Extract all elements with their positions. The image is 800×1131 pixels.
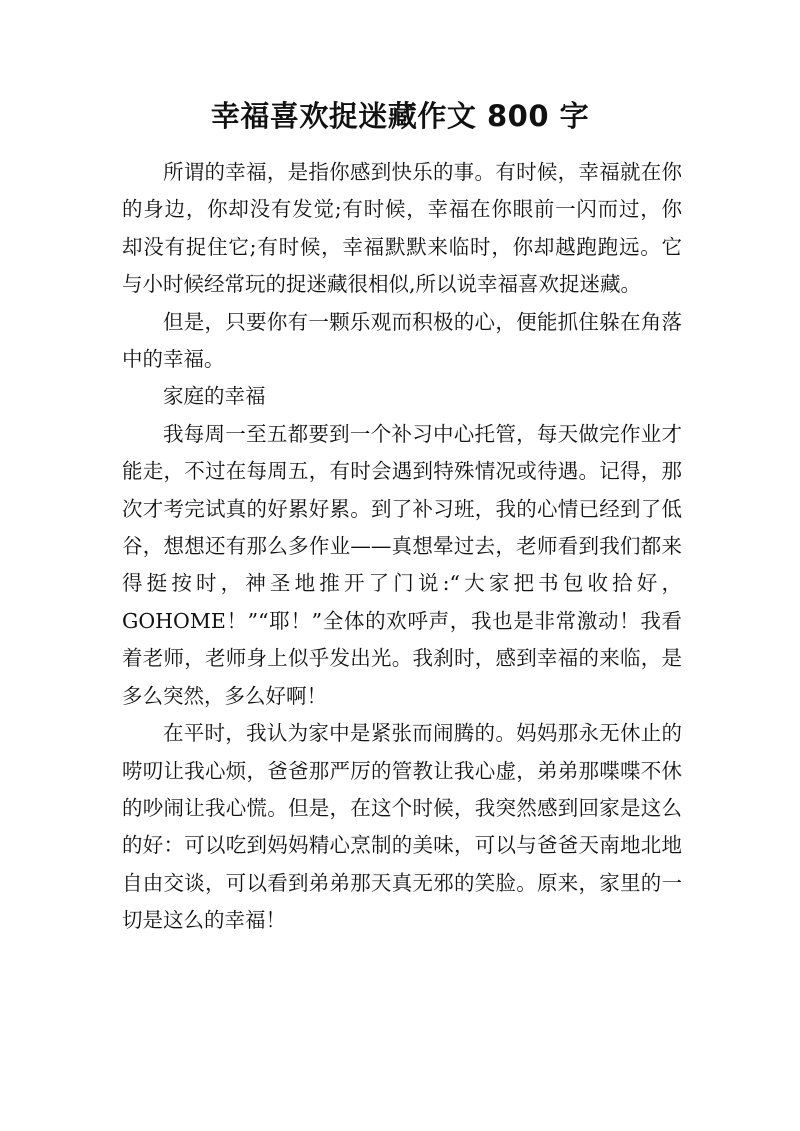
paragraph-home: 在平时，我认为家中是紧张而闹腾的。妈妈那永无休止的唠叨让我心烦，爸爸那严厉的管教让我心虚，弟弟那喋喋不休的吵闹让我心慌。但是，在这个时候，我突然感到回家是这么的好：可以吃到妈妈精心烹制的美味，可以与爸爸天南地北地自由交谈，可以看到弟弟那天真无邪的笑脸。原来，家里的一切是这么的幸福！ (122, 721, 682, 933)
document-title: 幸福喜欢捉迷藏作文 800 字 (210, 99, 590, 133)
paragraph-optimism: 但是，只要你有一颗乐观而积极的心，便能抓住躲在角落中的幸福。 (122, 309, 682, 372)
section-heading-family: 家庭的幸福 (163, 384, 266, 409)
paragraph-intro: 所谓的幸福，是指你感到快乐的事。有时候，幸福就在你的身边，你却没有发觉;有时候，幸福在你眼前一闪而过，你却没有捉住它;有时候，幸福默默来临时，你却越跑跑远。它与小时候经常玩的捉迷藏很相似,所以说幸福喜欢捉迷藏。 (122, 160, 682, 297)
paragraph-tutoring: 我每周一至五都要到一个补习中心托管，每天做完作业才能走，不过在每周五，有时会遇到特殊情况或待遇。记得，那次才考完试真的好累好累。到了补习班，我的心情已经到了低谷，想想还有那么多作业——真想晕过去，老师看到我们都来得挺按时，神圣地推开了门说:“大家把书包收拾好，GOHOME！”“耶！”全体的欢呼声，我也是非常激动！我看着老师，老师身上似乎发出光。我刹时，感到幸福的来临，是多么突然，多么好啊！ (122, 421, 682, 708)
document-body (122, 154, 682, 940)
